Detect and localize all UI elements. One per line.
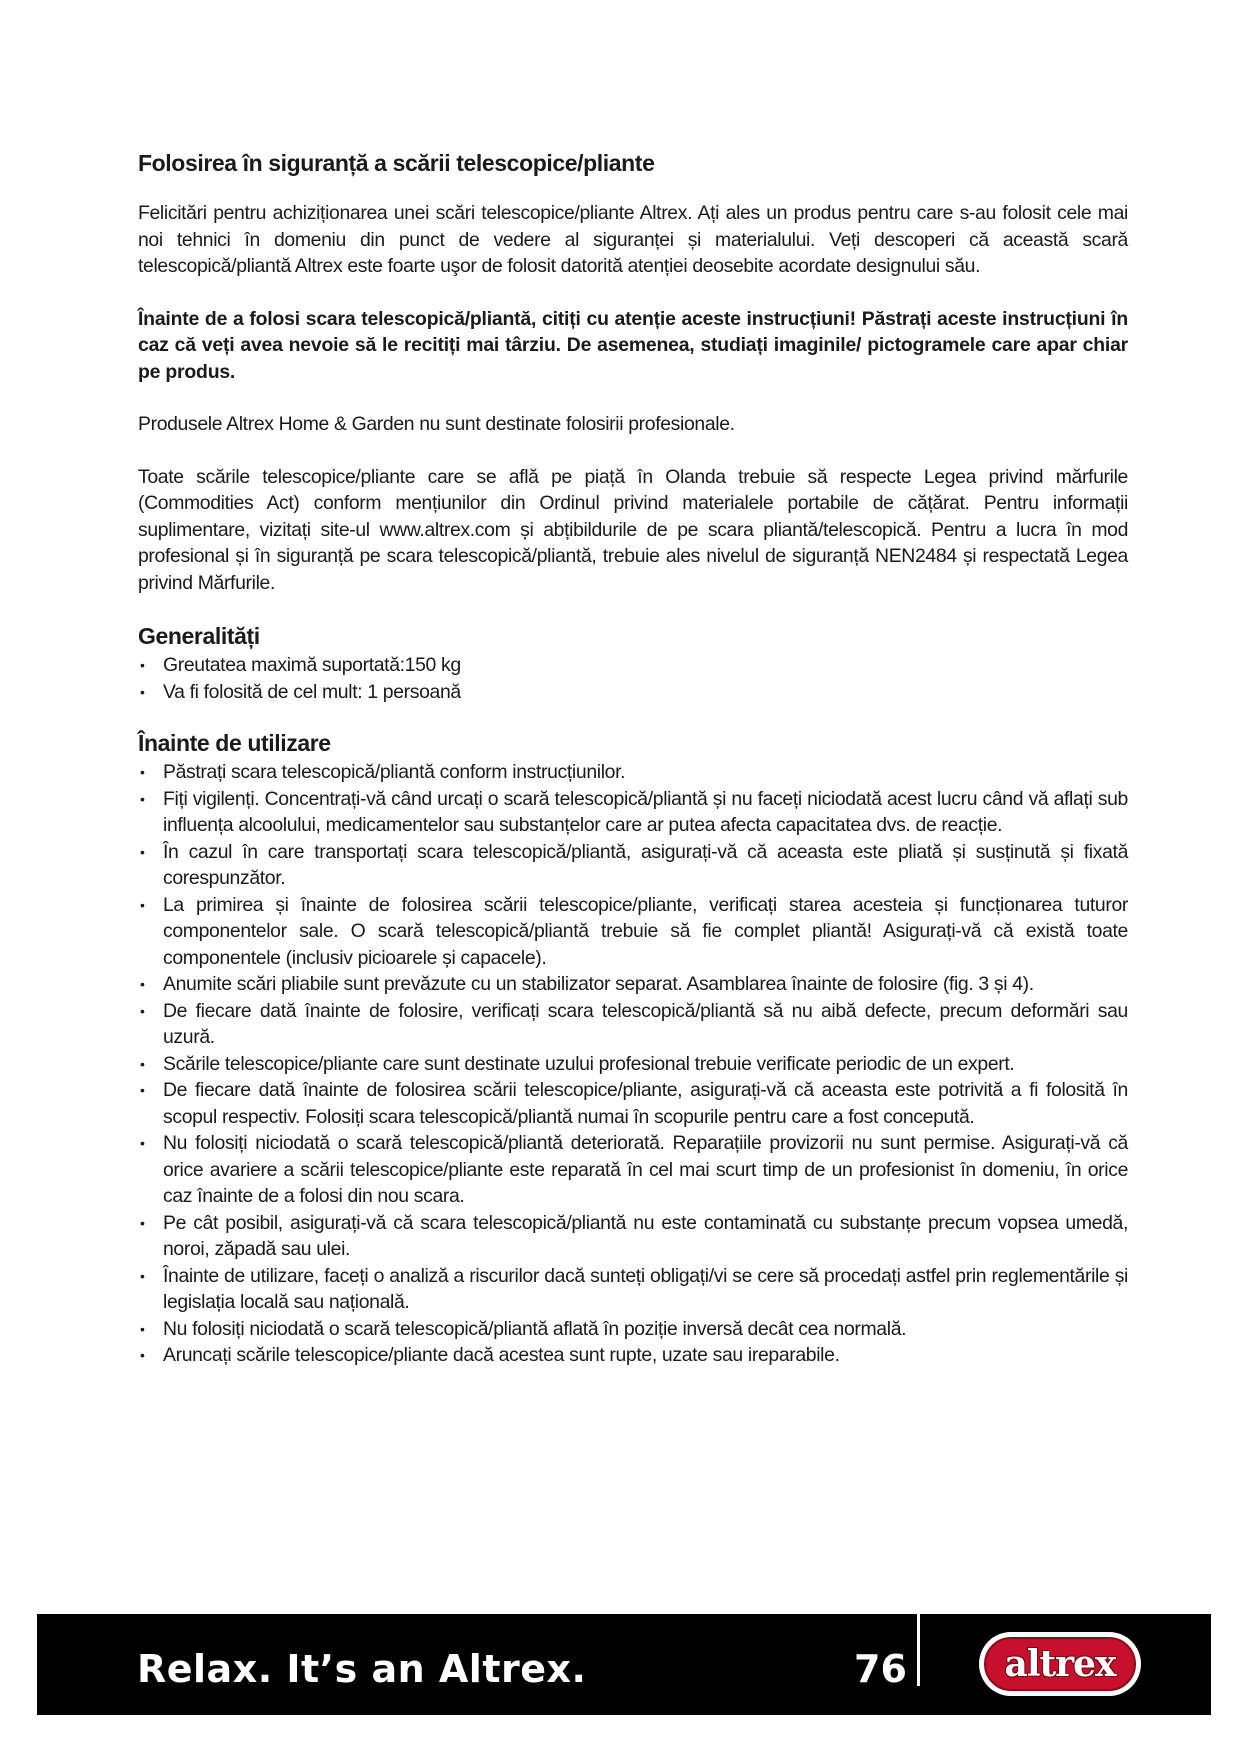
list-item: • Aruncați scările telescopice/pliante dacă acestea sunt rupte, uzate sau ireparabile. [138, 1342, 1128, 1369]
footer-divider [917, 1614, 920, 1686]
document-title: Folosirea în siguranță a scării telescopice/pliante [138, 150, 655, 176]
altrex-logo-badge [984, 1637, 1136, 1691]
list-item: • În cazul în care transportați scara telescopică/pliantă, asigurați-vă că aceasta este pliată și susținută și fixată corespunzător. [138, 839, 1128, 892]
altrex-logo [979, 1632, 1141, 1696]
page-number: 76 [854, 1647, 907, 1691]
list-item: • Greutatea maximă suportată:150 kg [138, 652, 1128, 679]
footer-bar [37, 1614, 1211, 1715]
generalities-list [138, 652, 1128, 705]
list-item: • Fiți vigilenți. Concentrați-vă când urcați o scară telescopică/pliantă și nu faceți niciodată acest lucru când vă aflați sub influența alcoolului, medicamentelor sau substanțelor care ar putea afecta capacitatea dvs. de reacție. [138, 786, 1128, 839]
logo-text: altrex [1004, 1643, 1116, 1685]
list-item: • De fiecare dată înainte de folosire, verificați scara telescopică/pliantă să nu aibă defecte, precum deformări sau uzură. [138, 998, 1128, 1051]
generalities-heading: Generalități [138, 623, 260, 649]
legal-paragraph: Toate scările telescopice/pliante care se află pe piață în Olanda trebuie să respecte Legea privind mărfurile (Commodities Act) conform mențiunilor din Ordinul privind materialele portabile de cățărat. Pentru informații suplimentare, vizitați site-ul www.altrex.com și abțibildurile de pe scara pliantă/telescopică. Pentru a lucra în mod profesional și în siguranță pe scara telescopică/pliantă, trebuie ales nivelul de siguranță NEN2484 și respectată Legea privind Mărfurile. [138, 465, 1128, 594]
list-item: • Pe cât posibil, asigurați-vă că scara telescopică/pliantă nu este contaminată cu substanțe precum vopsea umedă, noroi, zăpadă sau ulei. [138, 1210, 1128, 1263]
list-item: • Scările telescopice/pliante care sunt destinate uzului profesional trebuie verificate periodic de un expert. [138, 1051, 1128, 1078]
intro-paragraph: Felicitări pentru achiziționarea unei scări telescopice/pliante Altrex. Ați ales un produs pentru care s-au folosit cele mai noi tehnici în domeniu din punct de vedere al siguranței și materialului. Veți descoperi că această scară telescopică/pliantă Altrex este foarte uşor de folosit datorită atenției deosebite acordate designului său. [138, 202, 1128, 277]
list-item: • Anumite scări pliabile sunt prevăzute cu un stabilizator separat. Asamblarea înainte de folosire (fig. 3 și 4). [138, 971, 1128, 998]
warning-paragraph: Înainte de a folosi scara telescopică/pliantă, citiți cu atenție aceste instrucțiuni! Păstrați aceste instrucțiuni în caz că veți avea nevoie să le recitiți mai târziu. De asemenea, studiați imaginile/ pictogramele care apar chiar pe produs. [138, 307, 1128, 383]
footer-slogan: Relax. It’s an Altrex. [137, 1647, 587, 1691]
list-item: • Nu folosiți niciodată o scară telescopică/pliantă deteriorată. Reparațiile provizorii nu sunt permise. Asigurați-vă că orice avariere a scării telescopice/pliante este reparată în cel mai scurt timp de un profesionist în domeniu, în orice caz înainte de a folosi din nou scara. [138, 1130, 1128, 1210]
list-item: • Va fi folosită de cel mult: 1 persoană [138, 679, 1128, 706]
before-use-list [138, 759, 1128, 1369]
list-item: • Păstrați scara telescopică/pliantă conform instrucțiunilor. [138, 759, 1128, 786]
list-item: • La primirea și înainte de folosirea scării telescopice/pliante, verificați starea acesteia și funcționarea tuturor componentelor sale. O scară telescopică/pliantă trebuie să fie complet pliantă! Asigurați-vă că există toate componentele (inclusiv picioarele și capacele). [138, 892, 1128, 972]
home-garden-paragraph: Produsele Altrex Home & Garden nu sunt destinate folosirii profesionale. [138, 413, 735, 435]
list-item: • Nu folosiți niciodată o scară telescopică/pliantă aflată în poziție inversă decât cea normală. [138, 1316, 1128, 1343]
list-item: • De fiecare dată înainte de folosirea scării telescopice/pliante, asigurați-vă că aceasta este potrivită a fi folosită în scopul respectiv. Folosiți scara telescopică/pliantă numai în scopurile pentru care a fost concepută. [138, 1077, 1128, 1130]
before-use-heading: Înainte de utilizare [138, 730, 331, 756]
document-content [138, 148, 1128, 1393]
list-item: • Înainte de utilizare, faceți o analiză a riscurilor dacă sunteți obligați/vi se cere să procedați astfel prin reglementările și legislația locală sau națională. [138, 1263, 1128, 1316]
